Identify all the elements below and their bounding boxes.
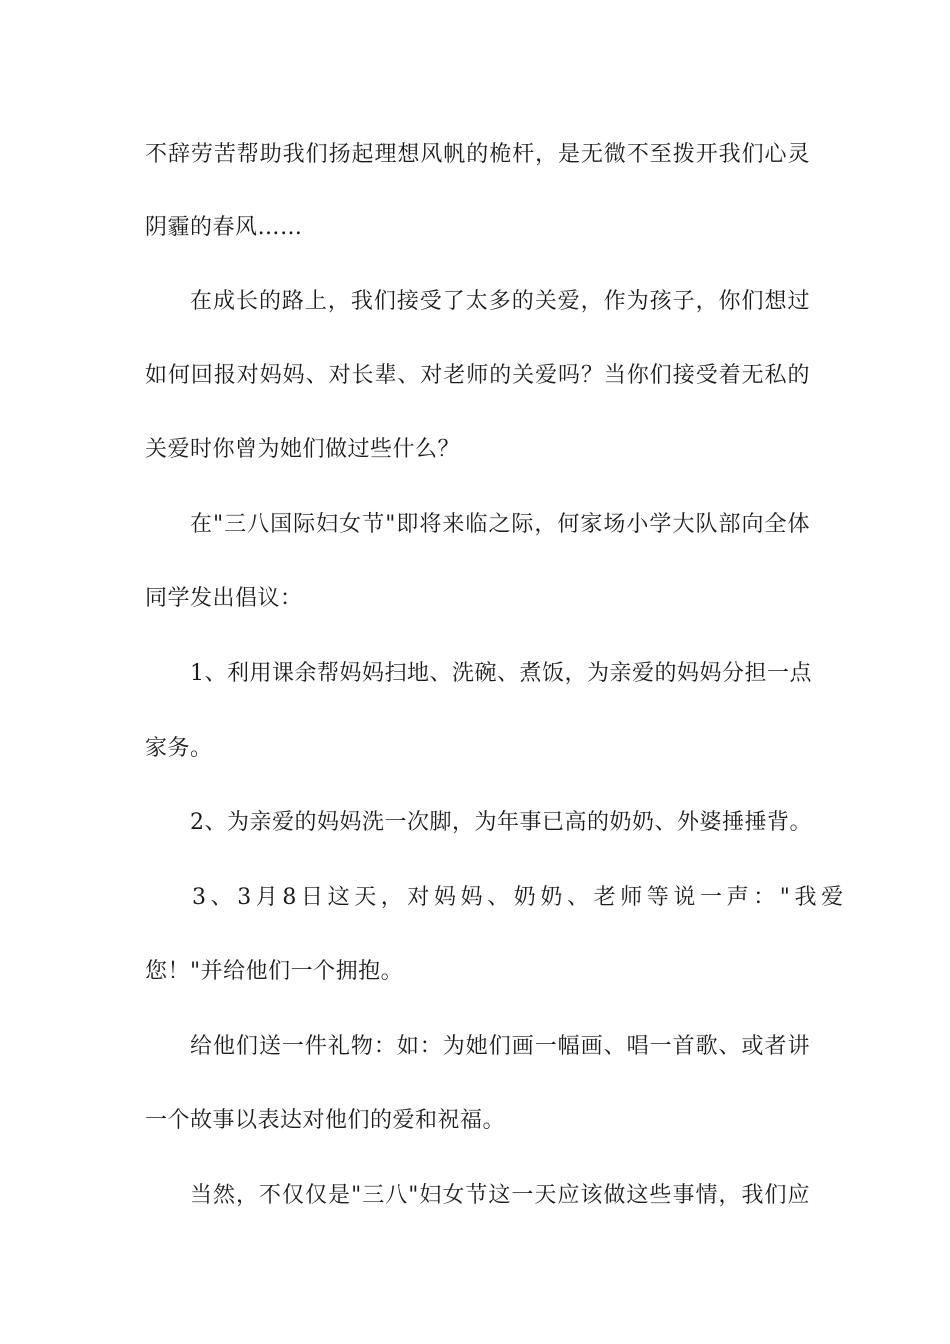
paragraph-start-line: 在"三八国际妇女节"即将来临之际，何家场小学大队部向全体	[190, 512, 810, 537]
paragraph-start-line: 在成长的路上，我们接受了太多的关爱，作为孩子，你们想过	[190, 289, 810, 314]
text-line: 关爱时你曾为她们做过些什么？	[145, 437, 461, 462]
paragraph-start-line: 当然，不仅仅是"三八"妇女节这一天应该做这些事情，我们应	[190, 1183, 810, 1208]
list-item-3-line: 3、3月8日这天，对妈妈、奶奶、老师等说一声："我爱	[192, 885, 848, 910]
text-line: 如何回报对妈妈、对长辈、对老师的关爱吗？当你们接受着无私的	[145, 363, 810, 388]
text-line: 同学发出倡议：	[145, 586, 303, 611]
text-line: 您！"并给他们一个拥抱。	[145, 959, 404, 984]
text-line: 一个故事以表达对他们的爱和祝福。	[145, 1108, 506, 1133]
text-line: 不辞劳苦帮助我们扬起理想风帆的桅杆，是无微不至拨开我们心灵	[145, 142, 810, 167]
text-line: 阴霾的春风……	[145, 215, 303, 240]
paragraph-start-line: 给他们送一件礼物：如：为她们画一幅画、唱一首歌、或者讲	[190, 1034, 810, 1059]
text-line: 家务。	[145, 736, 213, 761]
list-item-1-line: 1、利用课余帮妈妈扫地、洗碗、煮饭，为亲爱的妈妈分担一点	[190, 661, 812, 686]
list-item-2-line: 2、为亲爱的妈妈洗一次脚，为年事已高的奶奶、外婆捶捶背。	[190, 810, 812, 835]
